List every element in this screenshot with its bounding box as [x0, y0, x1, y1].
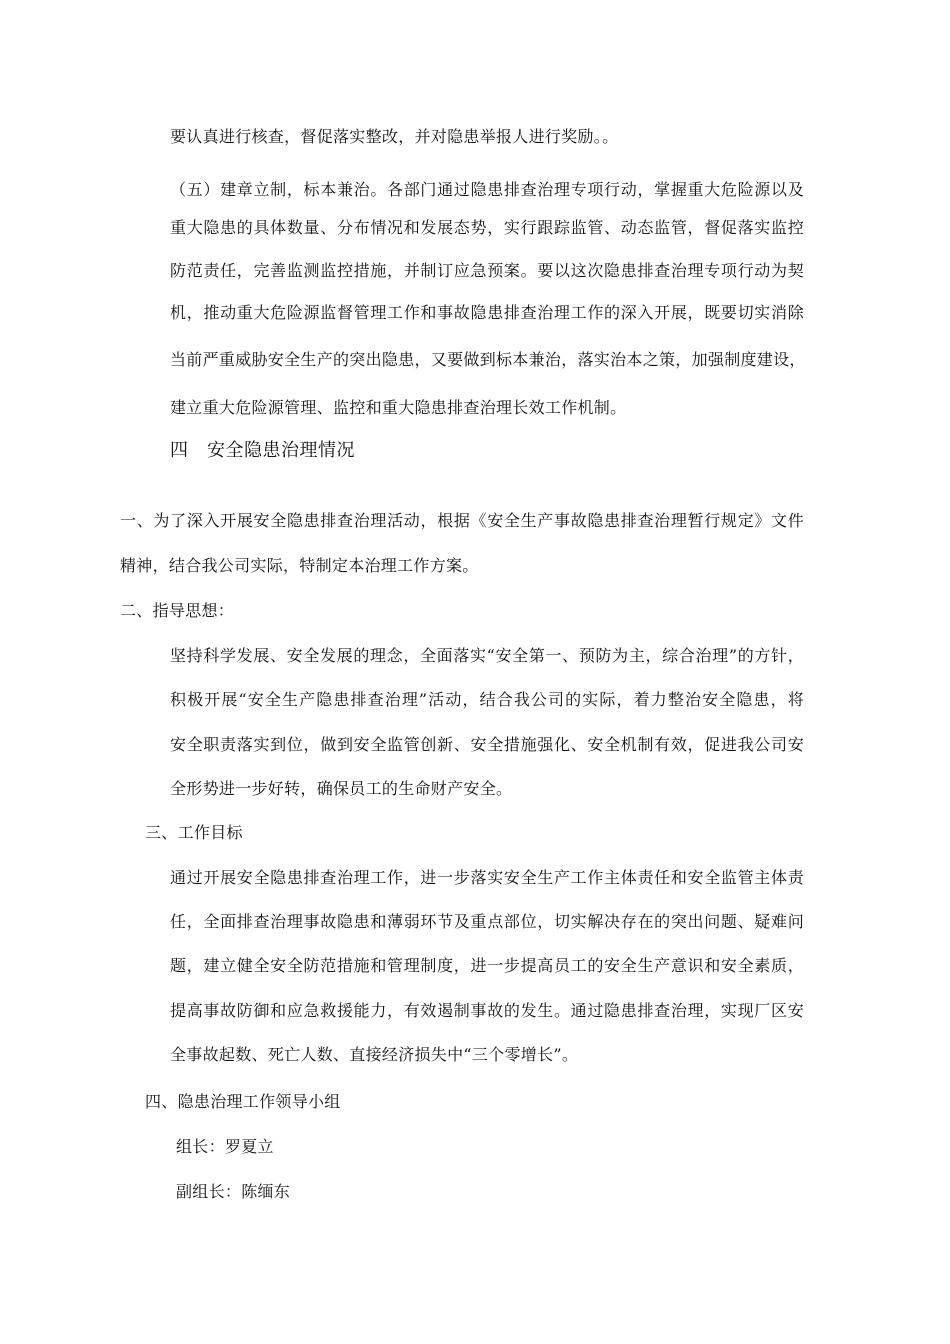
paragraph-line: 坚持科学发展、安全发展的理念，全面落实“安全第一、预防为主，综合治理”的方针， — [170, 646, 804, 665]
paragraph-line: 一、为了深入开展安全隐患排查治理活动，根据《安全生产事故隐患排查治理暂行规定》文件 — [120, 511, 804, 530]
paragraph-line: 通过开展安全隐患排查治理工作，进一步落实安全生产工作主体责任和安全监管主体责 — [170, 868, 804, 887]
paragraph-line: 积极开展“安全生产隐患排查治理”活动，结合我公司的实际，着力整治安全隐患，将 — [170, 690, 804, 709]
paragraph-line: 题，建立健全安全防范措施和管理制度，进一步提高员工的安全生产意识和安全素质， — [170, 956, 804, 975]
paragraph-line: 安全职责落实到位，做到安全监管创新、安全措施强化、安全机制有效，促进我公司安 — [170, 735, 804, 754]
section-heading: 四 安全隐患治理情况 — [170, 440, 355, 461]
paragraph-line: 防范责任，完善监测监控措施，并制订应急预案。要以这次隐患排查治理专项行动为契 — [170, 261, 804, 280]
paragraph-line: 全事故起数、死亡人数、直接经济损失中“三个零增长”。 — [170, 1045, 579, 1064]
section-heading: 四、隐患治理工作领导小组 — [145, 1092, 341, 1111]
section-heading: 三、工作目标 — [145, 823, 243, 842]
paragraph-line: 全形势进一步好转，确保员工的生命财产安全。 — [170, 779, 513, 798]
paragraph-line: 要认真进行核查，督促落实整改，并对隐患举报人进行奖励。。 — [170, 127, 619, 146]
paragraph-line: 精神，结合我公司实际，特制定本治理工作方案。 — [120, 556, 479, 575]
section-heading: 二、指导思想： — [120, 601, 235, 620]
member-line: 副组长：陈缅东 — [176, 1182, 291, 1201]
paragraph-line: 任，全面排查治理事故隐患和薄弱环节及重点部位，切实解决存在的突出问题、疑难问 — [170, 912, 804, 931]
paragraph-line: 机，推动重大危险源监督管理工作和事故隐患排查治理工作的深入开展，既要切实消除 — [170, 303, 804, 322]
paragraph-line: 提高事故防御和应急救援能力，有效遏制事故的发生。通过隐患排查治理，实现厂区安 — [170, 1001, 804, 1020]
paragraph-line: 当前严重威胁安全生产的突出隐患，又要做到标本兼治，落实治本之策，加强制度建设， — [170, 350, 806, 369]
paragraph-line: 重大隐患的具体数量、分布情况和发展态势，实行跟踪监管、动态监管，督促落实监控 — [170, 218, 804, 237]
paragraph-line: 建立重大危险源管理、监控和重大隐患排查治理长效工作机制。 — [170, 398, 627, 417]
paragraph-line: （五）建章立制，标本兼治。各部门通过隐患排查治理专项行动，掌握重大危险源以及 — [170, 180, 804, 199]
member-line: 组长：罗夏立 — [176, 1137, 274, 1156]
